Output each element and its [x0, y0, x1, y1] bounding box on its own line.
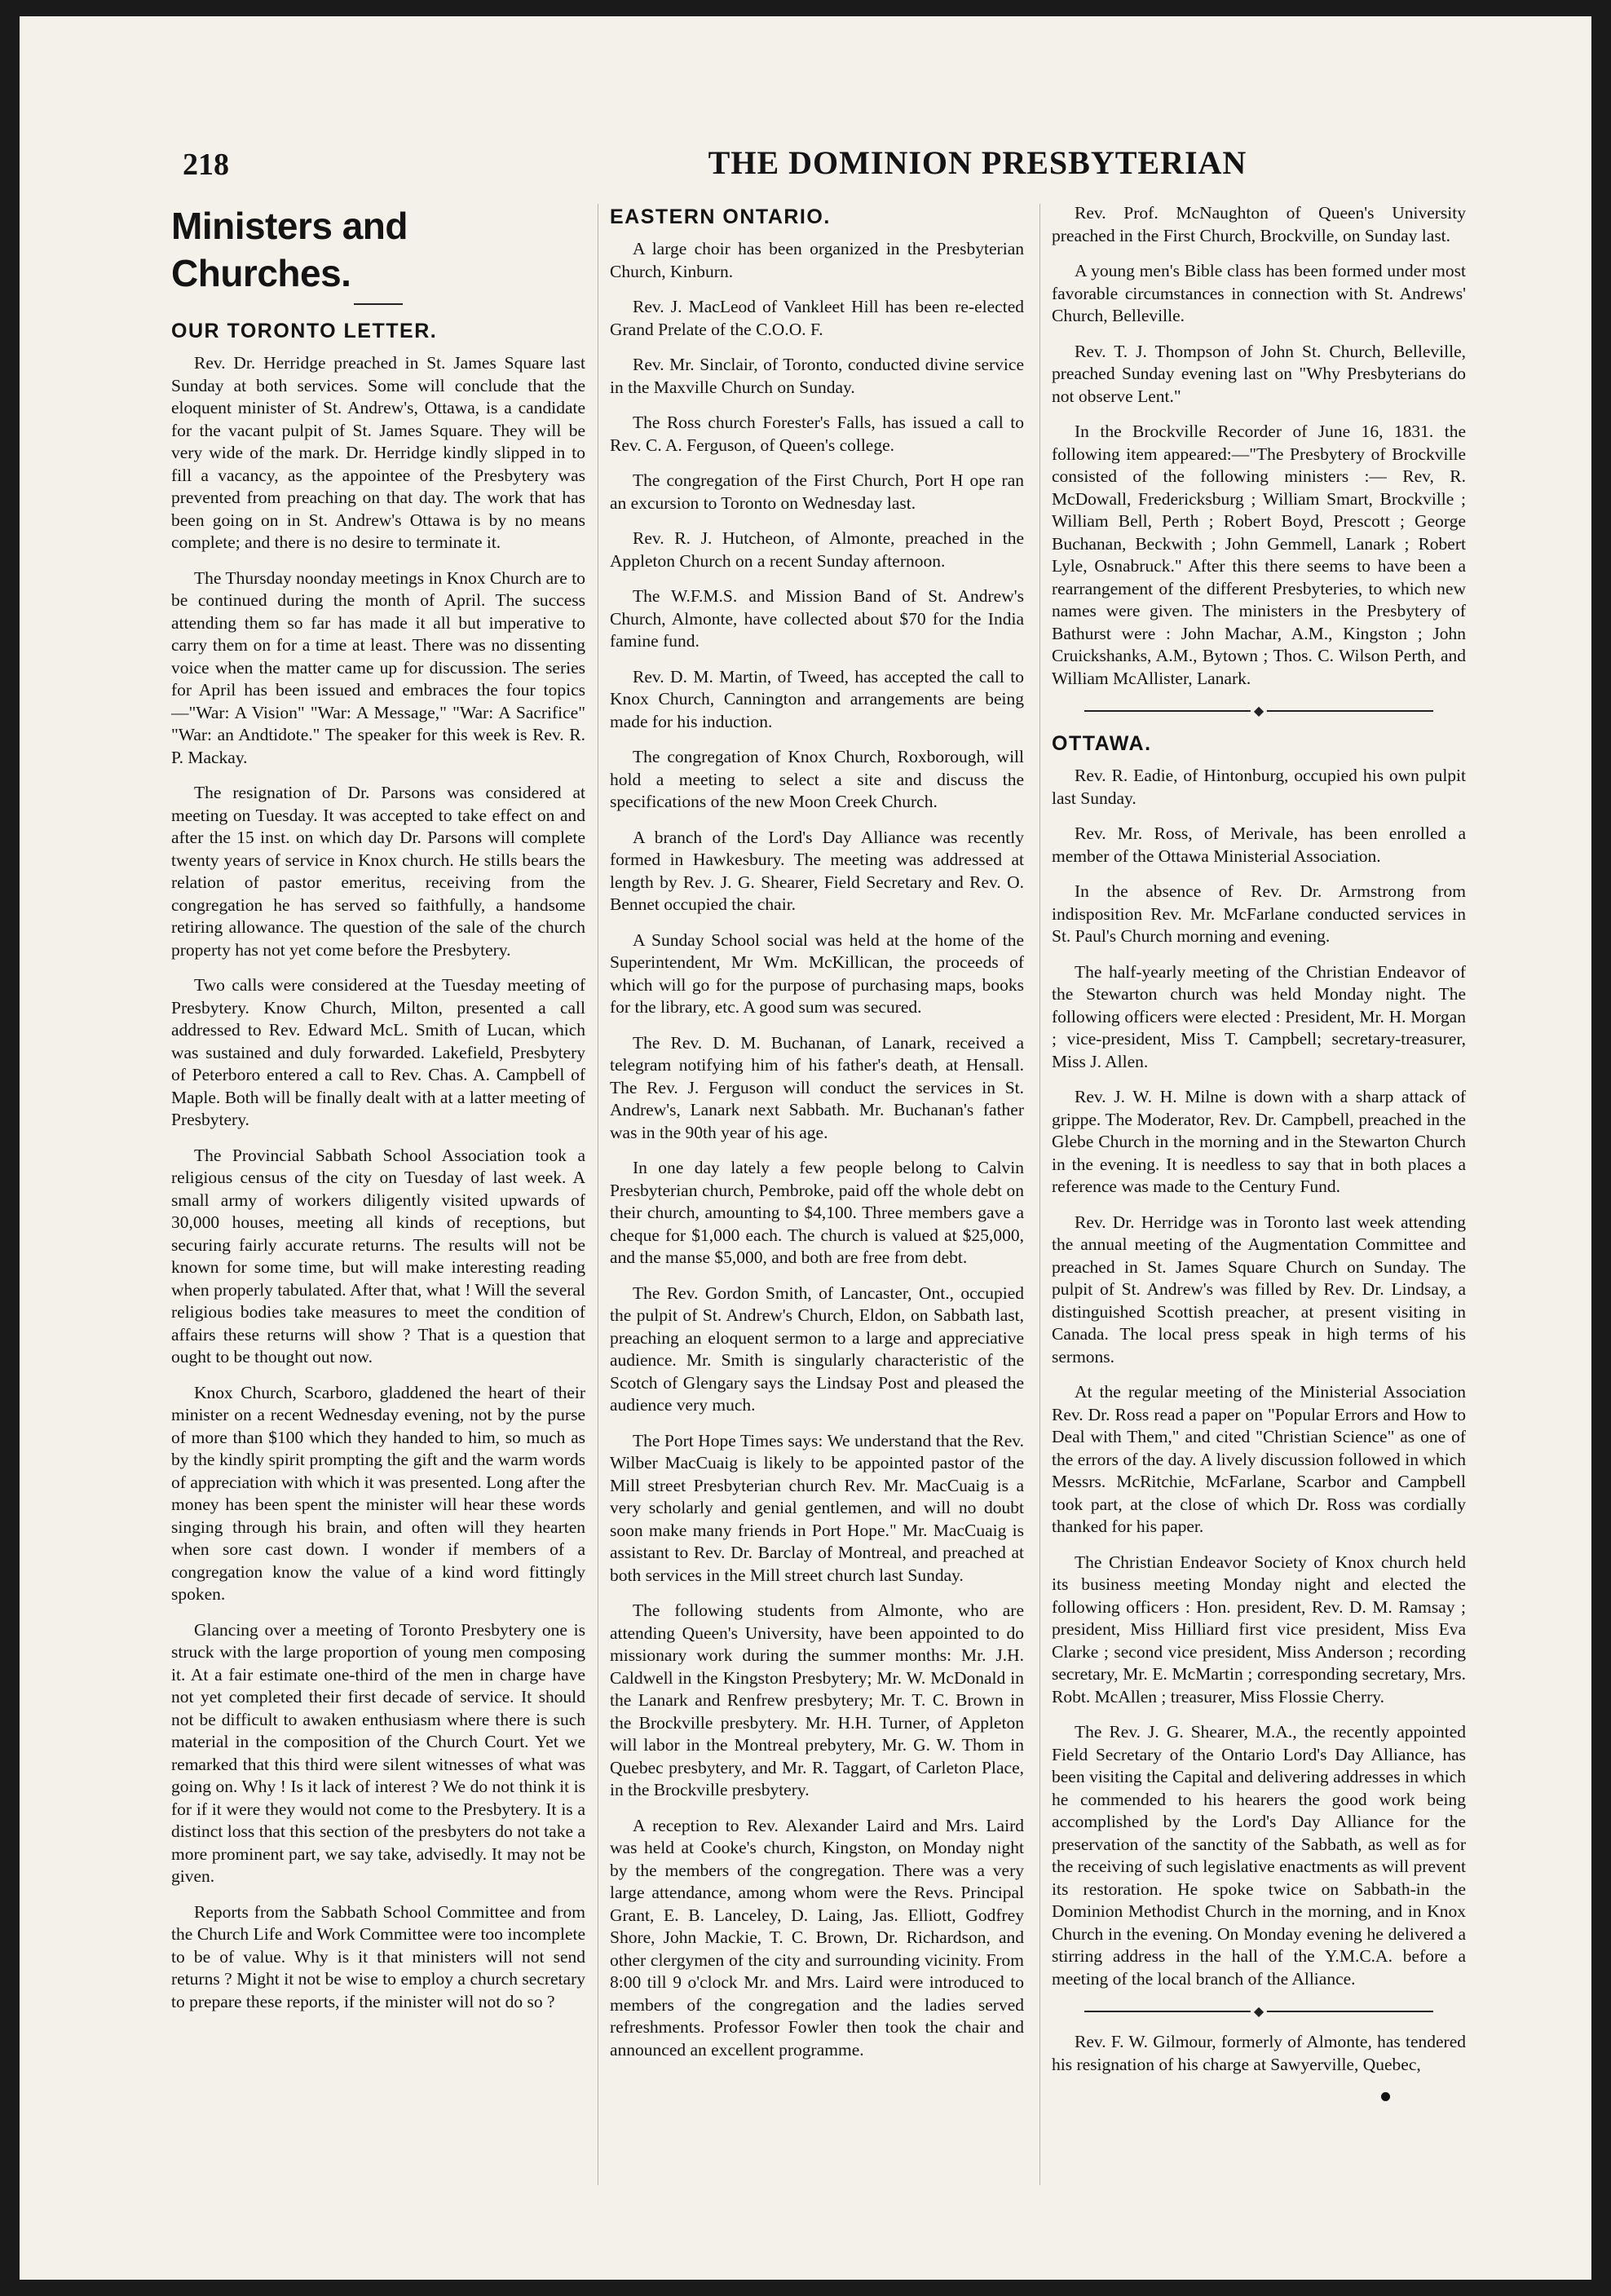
- news-item: In the Brockville Recorder of June 16, 1831. the following item appeared:—"The Presbytery of Brockville consisted of the following ministers :— Rev, R. McDowall, Fredericksburg ; William Smart, Brockville ; William Bell, Perth ; Robert Boyd, Prescott ; George Buchanan, Beckwith ; John Gemmell, Lanark ; Robert Lyle, Osnabruck." After this there seems to have been a rearrangement of the different Presbyteries, to which new names were given. The ministers in the Presbytery of Bathurst were : John Machar, A.M., Kingston ; John Cruickshanks, A.M., Bytown ; Thos. C. Wilson Perth, and William McAllister, Lanark.: [1052, 422, 1466, 688]
- news-item: Knox Church, Scarboro, gladdened the heart of their minister on a recent Wednesday evening, not by the purse of more than $100 which they handed to him, so much as by the kindly spirit prompting the gift and the warm words of appreciation with which it was presented. Long after the money has been spent the minister will hear these words singing through his brain, and often will they hearten when sore cast down. I wonder if members of a congregation know the value of a kind word fittingly spoken.: [171, 1382, 585, 1604]
- news-item: Rev. R. Eadie, of Hintonburg, occupied his own pulpit last Sunday.: [1052, 766, 1466, 808]
- news-item: The Christian Endeavor Society of Knox church held its business meeting Monday night and elected the following officers : Hon. president, Rev. D. M. Ramsay ; president, Miss Hilliard first vice president, Miss Eva Clarke ; second vice president, Miss Anderson ; recording secretary, Mr. E. McMartin ; corresponding secretary, Mrs. Robt. McAllen ; treasurer, Miss Flossie Cherry.: [1052, 1552, 1466, 1707]
- title-rule: [354, 303, 403, 305]
- section-heading: OUR TORONTO LETTER.: [171, 320, 438, 342]
- ink-dot: [1381, 2092, 1390, 2101]
- news-item: The congregation of Knox Church, Roxborough, will hold a meeting to select a site and discuss the specifications of the new Moon Creek Church.: [610, 747, 1024, 811]
- news-item: A young men's Bible class has been formed under most favorable circumstances in connection with St. Andrews' Church, Belleville.: [1052, 261, 1466, 325]
- news-item: The Ross church Forester's Falls, has issued a call to Rev. C. A. Ferguson, of Queen's college.: [610, 413, 1024, 455]
- news-item: The Provincial Sabbath School Association took a religious census of the city on Tuesday of last week. A small army of workers diligently visited upwards of 30,000 houses, meeting all kinds of receptions, but securing fairly accurate returns. The results will not be known for some time, but will make interesting reading when properly tabulated. After that, what ! Will the several religious bodies take measures to meet the condition of affairs these returns will show ? That is a question that ought to be thought out now.: [171, 1145, 585, 1367]
- news-item: Rev. Mr. Sinclair, of Toronto, conducted divine service in the Maxville Church on Sunday.: [610, 355, 1024, 397]
- news-item: Rev. J. W. H. Milne is down with a sharp attack of grippe. The Moderator, Rev. Dr. Campbell, preached in the Glebe Church in the morning and in the Stewarton Church in the evening. It is needless to say that in both places a reference was made to the Century Fund.: [1052, 1087, 1466, 1196]
- news-item: The Rev. J. G. Shearer, M.A., the recently appointed Field Secretary of the Ontario Lord's Day Alliance, has been visiting the Capital and delivering addresses in which he commended to his hearers the good work being accomplished by the Lord's Day Alliance for the preservation of the sanctity of the Sabbath, as well as for the receiving of such legislative enactments as will prevent its restoration. He spoke twice on Sabbath-in the Dominion Methodist Church in the morning, and in Knox Church in the evening. On Monday evening he delivered a stirring address in the hall of the Y.M.C.A. before a meeting of the local branch of the Alliance.: [1052, 1722, 1466, 1989]
- ornament-separator: [1084, 2003, 1433, 2020]
- news-item: The following students from Almonte, who are attending Queen's University, have been appointed to do missionary work during the summer months: Mr. J.H. Caldwell in the Kingston Presbytery; Mr. W. McDonald in the Lanark and Renfrew presbytery; Mr. T. C. Brown in the Brockville presbytery. Mr. H.H. Turner, of Appleton will labor in the Montreal prebytery, Mr. G. W. Thom in Quebec presbytery, and Mr. R. Taggart, of Carleton Place, in the Brockville presbytery.: [610, 1601, 1024, 1799]
- news-item: Rev. T. J. Thompson of John St. Church, Belleville, preached Sunday evening last on "Why Presbyterians do not observe Lent.": [1052, 341, 1466, 406]
- news-item: The resignation of Dr. Parsons was considered at meeting on Tuesday. It was accepted to take effect on and after the 15 inst. on which day Dr. Parsons will complete twenty years of service in Knox church. He stills bears the relation of pastor emeritus, receiving from the congregation he has served so faithfully, a handsome retiring allowance. The question of the sale of the church property has not yet come before the Presbytery.: [171, 783, 585, 960]
- news-item: The Thursday noonday meetings in Knox Church are to be continued during the month of April. The success attending them so far has made it all but imperative to carry them on for a time at least. There was no dissenting voice when the matter came up for discussion. The series for April has been issued and embraces the four topics—"War: A Vision" "War: A Message," "War: A Sacrifice" "War: an Andtidote." The speaker for this week is Rev. R. P. Mackay.: [171, 567, 585, 767]
- column-rule: [1039, 204, 1040, 2185]
- column-2: [610, 202, 1024, 2241]
- section-title: Ministers and Churches.: [171, 205, 408, 294]
- ornament-separator: [1084, 703, 1433, 719]
- news-item: Glancing over a meeting of Toronto Presbytery one is struck with the large proportion of young men composing it. At a fair estimate one-third of the men in charge have not yet completed their first decade of service. It should not be difficult to awaken enthusiasm where there is such material in the composition of the Church Court. Yet we remarked that this third were silent witnesses of what was going on. Why ! Is it lack of interest ? We do not think it is for if it were they would not come to the Presbytery. It is a distinct loss that this section of the presbyters do not take a more prominent part, we say take, advisedly. It may not be given.: [171, 1619, 585, 1886]
- news-item: A reception to Rev. Alexander Laird and Mrs. Laird was held at Cooke's church, Kingston, on Monday night by the members of the congregation. There was a very large attendance, among whom were the Revs. Principal Grant, E. B. Lanceley, D. Laing, Jas. Elliott, Godfrey Shore, John Mackie, T. C. Brown, Dr. Richardson, and other clergymen of the city and surrounding vicinity. From 8:00 till 9 o'clock Mr. and Mrs. Laird were introduced to members of the congregation and the ladies served refreshments. Professor Fowler then took the chair and announced an excellent programme.: [610, 1815, 1024, 2060]
- news-item: In one day lately a few people belong to Calvin Presbyterian church, Pembroke, paid off the whole debt on their church, amounting to $4,100. Three members gave a cheque for $1,000 each. The church is valued at $25,000, and the manse $5,000, and both are free from debt.: [610, 1158, 1024, 1267]
- news-item: Rev. J. MacLeod of Vankleet Hill has been re-elected Grand Prelate of the C.O.O. F.: [610, 297, 1024, 339]
- news-item: The Rev. Gordon Smith, of Lancaster, Ont., occupied the pulpit of St. Andrew's Church, Eldon, on Sabbath last, preaching an eloquent sermon to a large and appreciative audience. Mr. Smith is singularly characteristic of the Scotch of Glengary says the Lindsay Post and pleased the audience very much.: [610, 1283, 1024, 1415]
- news-item: Rev. Dr. Herridge preached in St. James Square last Sunday at both services. Some will conclude that the eloquent minister of St. Andrew's, Ottawa, is a candidate for the vacant pulpit of St. James Square. They will be very wide of the mark. Dr. Herridge kindly slipped in to fill a vacancy, as the appointee of the Presbytery was prevented from preaching on that day. The work that has been going on in St. Andrew's Ottawa is by no means complete; and there is no desire to terminate it.: [171, 353, 585, 552]
- news-item: A Sunday School social was held at the home of the Superintendent, Mr Wm. McKillican, the proceeds of which will go for the purpose of purchasing maps, books for the library, etc. A good sum was secured.: [610, 929, 1024, 1017]
- news-item: The congregation of the First Church, Port H ope ran an excursion to Toronto on Wednesday last.: [610, 470, 1024, 513]
- news-item: The half-yearly meeting of the Christian Endeavor of the Stewarton church was held Monday night. The following officers were elected : President, Mr. H. Morgan ; vice-president, Miss T. Campbell; secretary-treasurer, Miss J. Allen.: [1052, 961, 1466, 1071]
- page-number: 218: [183, 148, 229, 182]
- section-heading: OTTAWA.: [1052, 732, 1152, 755]
- section-heading: EASTERN ONTARIO.: [610, 205, 831, 228]
- news-item: The W.F.M.S. and Mission Band of St. Andrew's Church, Almonte, have collected about $70 for the India famine fund.: [610, 586, 1024, 651]
- page-header: [163, 137, 1466, 186]
- news-item: Rev. Dr. Herridge was in Toronto last week attending the annual meeting of the Augmentation Committee and preached in St. James Square Church on Sunday. The pulpit of St. Andrew's was filled by Rev. Dr. Lindsay, a distinguished Scottish preacher, at present visiting in Canada. The local press speak in high terms of his sermons.: [1052, 1212, 1466, 1367]
- news-item: In the absence of Rev. Dr. Armstrong from indisposition Rev. Mr. McFarlane conducted services in St. Paul's Church morning and evening.: [1052, 881, 1466, 946]
- news-item: A branch of the Lord's Day Alliance was recently formed in Hawkesbury. The meeting was addressed at length by Rev. J. G. Shearer, Field Secretary and Rev. O. Bennet occupied the chair.: [610, 827, 1024, 914]
- news-item: The Port Hope Times says: We understand that the Rev. Wilber MacCuaig is likely to be appointed pastor of the Mill street Presbyterian church Rev. Mr. MacCuaig is a very scholarly and genial gentlemen, and will no doubt soon make many friends in Port Hope." Mr. MacCuaig is assistant to Rev. Dr. Barclay of Montreal, and preached at both services in the Mill street church last Sunday.: [610, 1430, 1024, 1585]
- news-item: Reports from the Sabbath School Committee and from the Church Life and Work Committee were too incomplete to be of value. Why is it that ministers will not send returns ? Might it not be wise to employ a church secretary to prepare these reports, if the minister will not do so ?: [171, 1901, 585, 2011]
- news-item: The Rev. D. M. Buchanan, of Lanark, received a telegram notifying him of his father's death, at Hensall. The Rev. J. Ferguson will conduct the services in St. Andrew's, Lanark next Sabbath. Mr. Buchanan's father was in the 90th year of his age.: [610, 1032, 1024, 1142]
- running-title: THE DOMINION PRESBYTERIAN: [708, 144, 1247, 181]
- news-item: Rev. F. W. Gilmour, formerly of Almonte, has tendered his resignation of his charge at Sawyerville, Quebec,: [1052, 2032, 1466, 2074]
- news-item: Two calls were considered at the Tuesday meeting of Presbytery. Know Church, Milton, presented a call addressed to Rev. Edward McL. Smith of Lucan, which was sustained and duly forwarded. Lakefield, Presbytery of Peterboro entered a call to Rev. Chas. A. Campbell of Maple. Both will be finally dealt with at a latter meeting of Presbytery.: [171, 975, 585, 1129]
- news-item: Rev. D. M. Martin, of Tweed, has accepted the call to Knox Church, Cannington and arrangements are being made for his induction.: [610, 666, 1024, 731]
- news-item: Rev. Mr. Ross, of Merivale, has been enrolled a member of the Ottawa Ministerial Association.: [1052, 823, 1466, 866]
- column-1: [171, 202, 585, 2241]
- news-item: Rev. R. J. Hutcheon, of Almonte, preached in the Appleton Church on a recent Sunday afternoon.: [610, 528, 1024, 571]
- column-3: [1052, 202, 1466, 2241]
- news-item: Rev. Prof. McNaughton of Queen's University preached in the First Church, Brockville, on Sunday last.: [1052, 203, 1466, 245]
- news-item: A large choir has been organized in the Presbyterian Church, Kinburn.: [610, 239, 1024, 281]
- news-item: At the regular meeting of the Ministerial Association Rev. Dr. Ross read a paper on "Popular Errors and How to Deal with Them," and cited "Christian Science" as one of the errors of the day. A lively discussion followed in which Messrs. McRitchie, McFarlane, Scarbor and Campbell took part, at the close of which Dr. Ross was cordially thanked for his paper.: [1052, 1382, 1466, 1536]
